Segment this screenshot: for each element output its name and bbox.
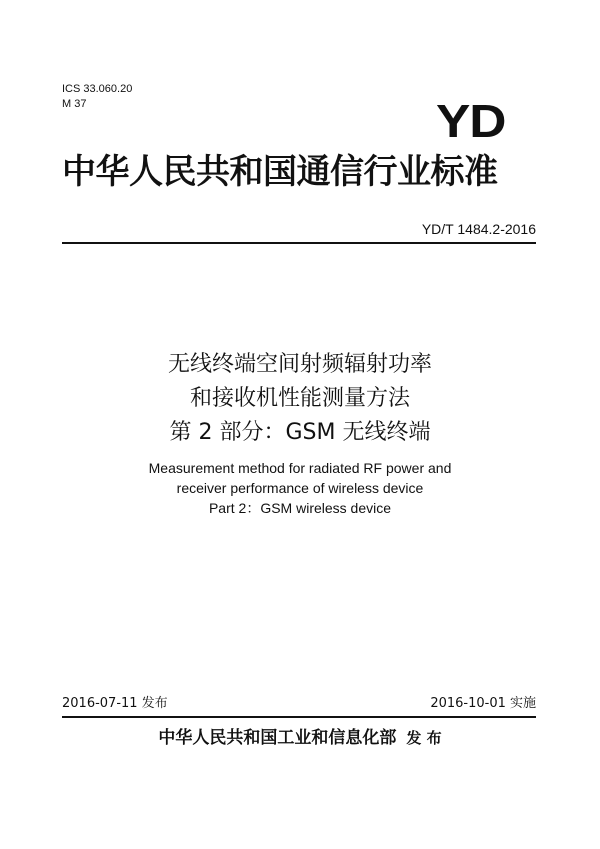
english-title-line-2: receiver performance of wireless device xyxy=(176,480,424,496)
english-title-line-1: Measurement method for radiated RF power and xyxy=(148,460,452,476)
footer-divider xyxy=(62,716,536,718)
standard-number: YD/T 1484.2-2016 xyxy=(421,221,536,237)
effective-date: 2016-10-01 实施 xyxy=(430,696,536,711)
agency-title: 中华人民共和国通信行业标准 xyxy=(62,152,498,192)
english-title xyxy=(40,458,560,518)
chinese-title xyxy=(40,348,560,450)
classification-code: M 37 xyxy=(62,98,87,110)
standard-logo: YD xyxy=(436,95,506,147)
english-title-line-3: Part 2：GSM wireless device xyxy=(208,500,392,516)
chinese-title-line-2: 和接收机性能测量方法 xyxy=(189,386,410,411)
chinese-title-line-3: 第 2 部分：GSM 无线终端 xyxy=(169,420,431,445)
issuer-action: 发 布 xyxy=(406,729,442,747)
issuer xyxy=(120,724,480,752)
chinese-title-line-1: 无线终端空间射频辐射功率 xyxy=(167,352,432,377)
header-divider xyxy=(62,242,536,244)
issuer-name: 中华人民共和国工业和信息化部 xyxy=(158,728,397,748)
publish-date: 2016-07-11 发布 xyxy=(62,696,168,711)
ics-code: ICS 33.060.20 xyxy=(62,83,133,95)
